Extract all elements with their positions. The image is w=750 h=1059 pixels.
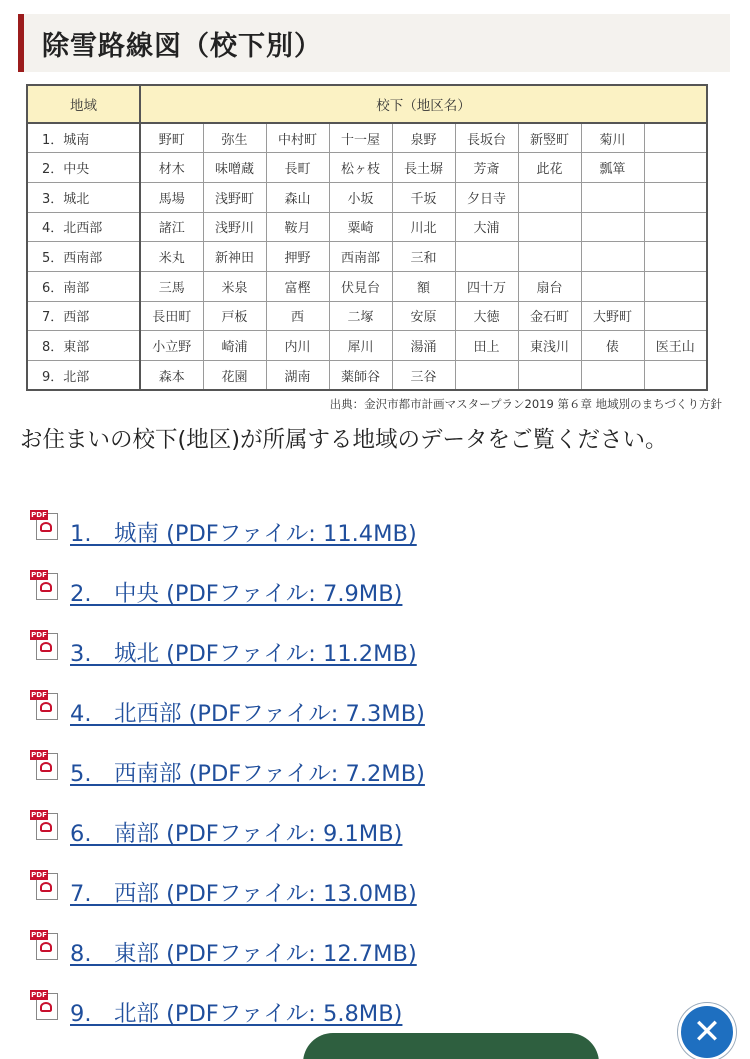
table-row (27, 212, 707, 242)
pdf-link-list (30, 510, 425, 1050)
list-item (30, 630, 425, 690)
school-cell: 西南部 (329, 242, 392, 272)
school-cell: 長坂台 (455, 123, 518, 153)
school-cell: 大徳 (455, 301, 518, 331)
school-cell: 芳斎 (455, 153, 518, 183)
school-cell: 三和 (392, 242, 455, 272)
school-cell: 菊川 (581, 123, 644, 153)
table-row (27, 153, 707, 183)
school-cell: 米泉 (203, 271, 266, 301)
adobe-mark (40, 642, 52, 652)
area-cell: 5．西南部 (27, 242, 140, 272)
school-cell: 大野町 (581, 301, 644, 331)
school-cell: 俵 (581, 331, 644, 361)
school-cell: 額 (392, 271, 455, 301)
pdf-icon (30, 690, 60, 720)
list-item (30, 570, 425, 630)
school-cell (644, 123, 707, 153)
list-item (30, 750, 425, 810)
school-cell: 田上 (455, 331, 518, 361)
pdf-download-link[interactable]: 4. 北西部 (PDFファイル: 7.3MB) (70, 701, 425, 727)
pdf-icon (30, 990, 60, 1020)
school-cell (644, 153, 707, 183)
close-button[interactable] (678, 1003, 736, 1059)
pdf-tag: PDF (31, 751, 47, 759)
school-cell: 小立野 (140, 331, 203, 361)
school-cell: 富樫 (266, 271, 329, 301)
area-cell: 2．中央 (27, 153, 140, 183)
adobe-mark (40, 1002, 52, 1012)
school-cell: 戸板 (203, 301, 266, 331)
table-row (27, 123, 707, 153)
school-cell: 川北 (392, 212, 455, 242)
school-cell (518, 242, 581, 272)
school-cell: 瓢箪 (581, 153, 644, 183)
school-cell: 四十万 (455, 271, 518, 301)
pdf-download-link[interactable]: 8. 東部 (PDFファイル: 12.7MB) (70, 941, 417, 967)
close-icon: ✕ (692, 1012, 722, 1052)
school-cell: 二塚 (329, 301, 392, 331)
list-item (30, 690, 425, 750)
pdf-tag: PDF (31, 931, 47, 939)
school-cell (581, 212, 644, 242)
school-cell: 扇台 (518, 271, 581, 301)
pdf-icon (30, 750, 60, 780)
table-row (27, 361, 707, 391)
school-cell: 諸江 (140, 212, 203, 242)
school-cell: 西 (266, 301, 329, 331)
school-cell: 十一屋 (329, 123, 392, 153)
table-row (27, 301, 707, 331)
school-cell: 内川 (266, 331, 329, 361)
pdf-download-link[interactable]: 9. 北部 (PDFファイル: 5.8MB) (70, 1001, 403, 1027)
pdf-icon (30, 510, 60, 540)
school-cell (644, 242, 707, 272)
school-cell: 湯涌 (392, 331, 455, 361)
pdf-icon (30, 870, 60, 900)
pdf-download-link[interactable]: 2. 中央 (PDFファイル: 7.9MB) (70, 581, 403, 607)
adobe-mark (40, 582, 52, 592)
page-heading (18, 14, 730, 72)
school-cell: 粟崎 (329, 212, 392, 242)
school-cell: 安原 (392, 301, 455, 331)
school-cell: 長土塀 (392, 153, 455, 183)
school-cell: 浅野町 (203, 182, 266, 212)
source-note: 出典：金沢市都市計画マスタープラン2019 第６章 地域別のまちづくり方針 (329, 397, 722, 411)
area-cell: 9．北部 (27, 361, 140, 391)
adobe-mark (40, 762, 52, 772)
pdf-tag: PDF (31, 811, 47, 819)
school-cell: 金石町 (518, 301, 581, 331)
school-cell (581, 242, 644, 272)
adobe-mark (40, 702, 52, 712)
pdf-download-link[interactable]: 6. 南部 (PDFファイル: 9.1MB) (70, 821, 403, 847)
school-cell: 此花 (518, 153, 581, 183)
column-header-area: 地域 (27, 85, 140, 123)
school-cell: 医王山 (644, 331, 707, 361)
area-cell: 3．城北 (27, 182, 140, 212)
school-cell (644, 212, 707, 242)
floating-action-button[interactable] (303, 1033, 599, 1059)
school-cell (581, 361, 644, 391)
district-table (26, 84, 708, 391)
school-cell: 弥生 (203, 123, 266, 153)
school-cell: 花園 (203, 361, 266, 391)
school-cell: 味噌蔵 (203, 153, 266, 183)
table-row (27, 242, 707, 272)
school-cell: 薬師谷 (329, 361, 392, 391)
column-header-schools: 校下（地区名） (140, 85, 707, 123)
list-item (30, 930, 425, 990)
pdf-icon (30, 630, 60, 660)
school-cell (644, 271, 707, 301)
area-cell: 8．東部 (27, 331, 140, 361)
school-cell: 米丸 (140, 242, 203, 272)
pdf-tag: PDF (31, 691, 47, 699)
intro-text: お住まいの校下(地区)が所属する地域のデータをご覧ください。 (20, 427, 668, 453)
adobe-mark (40, 522, 52, 532)
list-item (30, 870, 425, 930)
school-cell: 大浦 (455, 212, 518, 242)
school-cell (644, 361, 707, 391)
school-cell: 小坂 (329, 182, 392, 212)
pdf-download-link[interactable]: 1. 城南 (PDFファイル: 11.4MB) (70, 521, 417, 547)
school-cell: 押野 (266, 242, 329, 272)
school-cell (581, 182, 644, 212)
area-cell: 7．西部 (27, 301, 140, 331)
list-item (30, 810, 425, 870)
school-cell: 材木 (140, 153, 203, 183)
pdf-tag: PDF (31, 871, 47, 879)
school-cell (644, 301, 707, 331)
table-row (27, 182, 707, 212)
pdf-tag: PDF (31, 511, 47, 519)
table-row (27, 271, 707, 301)
table-header-row (27, 85, 707, 123)
adobe-mark (40, 882, 52, 892)
pdf-download-link[interactable]: 5. 西南部 (PDFファイル: 7.2MB) (70, 761, 425, 787)
pdf-download-link[interactable]: 3. 城北 (PDFファイル: 11.2MB) (70, 641, 417, 667)
school-cell: 森山 (266, 182, 329, 212)
school-cell: 鞍月 (266, 212, 329, 242)
school-cell: 三馬 (140, 271, 203, 301)
school-cell: 三谷 (392, 361, 455, 391)
adobe-mark (40, 942, 52, 952)
pdf-icon (30, 930, 60, 960)
area-cell: 6．南部 (27, 271, 140, 301)
school-cell: 中村町 (266, 123, 329, 153)
school-cell: 野町 (140, 123, 203, 153)
school-cell (518, 212, 581, 242)
school-cell (455, 361, 518, 391)
school-cell: 松ヶ枝 (329, 153, 392, 183)
pdf-tag: PDF (31, 991, 47, 999)
school-cell (518, 361, 581, 391)
school-cell: 長町 (266, 153, 329, 183)
school-cell: 千坂 (392, 182, 455, 212)
pdf-icon (30, 570, 60, 600)
school-cell: 新神田 (203, 242, 266, 272)
school-cell: 浅野川 (203, 212, 266, 242)
table-row (27, 331, 707, 361)
school-cell (644, 182, 707, 212)
school-cell: 伏見台 (329, 271, 392, 301)
school-cell: 馬場 (140, 182, 203, 212)
area-cell: 1．城南 (27, 123, 140, 153)
school-cell: 長田町 (140, 301, 203, 331)
school-cell: 新竪町 (518, 123, 581, 153)
page-title: 除雪路線図（校下別） (42, 30, 322, 62)
school-cell: 夕日寺 (455, 182, 518, 212)
school-cell: 犀川 (329, 331, 392, 361)
area-cell: 4．北西部 (27, 212, 140, 242)
school-cell (518, 182, 581, 212)
school-cell (581, 271, 644, 301)
school-cell: 湖南 (266, 361, 329, 391)
adobe-mark (40, 822, 52, 832)
pdf-download-link[interactable]: 7. 西部 (PDFファイル: 13.0MB) (70, 881, 417, 907)
pdf-tag: PDF (31, 631, 47, 639)
school-cell: 東浅川 (518, 331, 581, 361)
list-item (30, 510, 425, 570)
pdf-icon (30, 810, 60, 840)
school-cell: 崎浦 (203, 331, 266, 361)
school-cell: 森本 (140, 361, 203, 391)
school-cell (455, 242, 518, 272)
school-cell: 泉野 (392, 123, 455, 153)
pdf-tag: PDF (31, 571, 47, 579)
